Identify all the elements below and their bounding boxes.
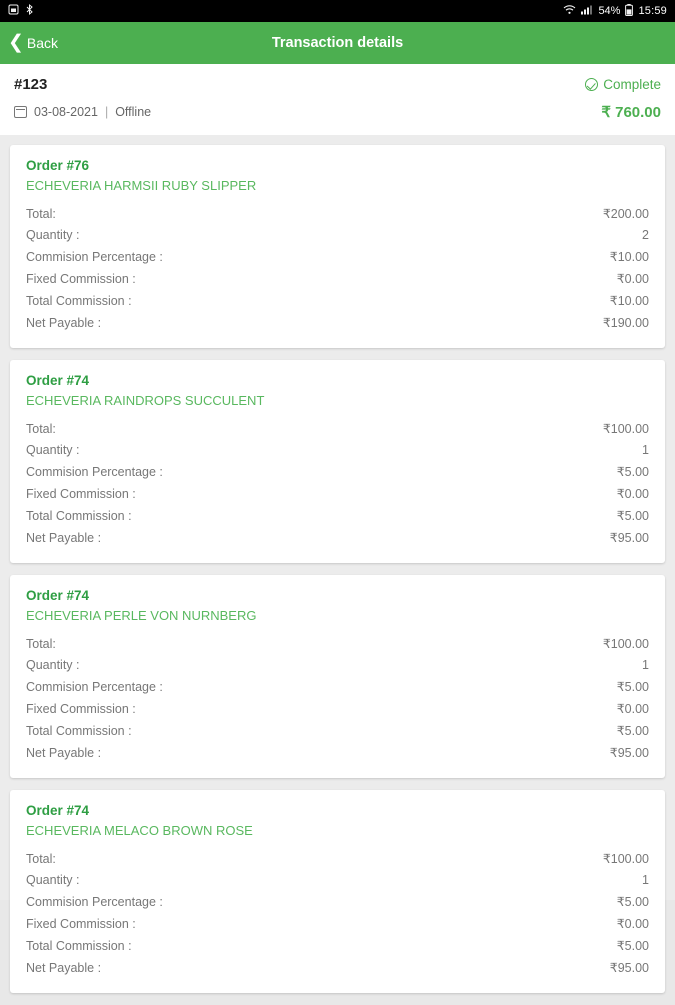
value-total: ₹100.00 bbox=[602, 421, 649, 436]
order-line-quantity bbox=[26, 869, 649, 890]
label-net-payable: Net Payable : bbox=[26, 315, 102, 330]
value-net-payable: ₹95.00 bbox=[609, 960, 649, 975]
meta-separator: | bbox=[104, 105, 109, 119]
order-number: Order #74 bbox=[26, 803, 90, 818]
label-total-commission: Total Commission : bbox=[26, 508, 132, 523]
value-net-payable: ₹95.00 bbox=[609, 530, 649, 545]
product-name: ECHEVERIA RAINDROPS SUCCULENT bbox=[26, 393, 265, 408]
order-line-fixed-commission bbox=[26, 912, 649, 934]
bluetooth-icon bbox=[25, 4, 34, 18]
label-commission-percentage: Commision Percentage : bbox=[26, 679, 163, 694]
battery-percent-label: 54% bbox=[598, 5, 621, 17]
status-bar bbox=[0, 0, 675, 22]
order-card[interactable] bbox=[10, 575, 665, 778]
label-net-payable: Net Payable : bbox=[26, 530, 102, 545]
order-line-quantity bbox=[26, 654, 649, 675]
label-total: Total: bbox=[26, 851, 56, 866]
label-quantity: Quantity : bbox=[26, 442, 80, 457]
product-name: ECHEVERIA HARMSII RUBY SLIPPER bbox=[26, 178, 257, 193]
order-line-total-commission bbox=[26, 289, 649, 311]
order-line-commission-percentage bbox=[26, 460, 649, 482]
product-name: ECHEVERIA PERLE VON NURNBERG bbox=[26, 608, 257, 623]
order-line-total-commission bbox=[26, 719, 649, 741]
label-quantity: Quantity : bbox=[26, 657, 80, 672]
clock-label: 15:59 bbox=[638, 5, 667, 17]
order-line-net-payable bbox=[26, 311, 649, 333]
value-total-commission: ₹5.00 bbox=[616, 938, 649, 953]
value-quantity: 1 bbox=[642, 442, 649, 457]
order-line-commission-percentage bbox=[26, 245, 649, 267]
back-button[interactable] bbox=[0, 22, 68, 64]
status-label: Complete bbox=[603, 77, 661, 92]
order-line-net-payable bbox=[26, 741, 649, 763]
label-fixed-commission: Fixed Commission : bbox=[26, 486, 136, 501]
calendar-icon bbox=[14, 106, 27, 118]
label-total: Total: bbox=[26, 421, 56, 436]
value-quantity: 2 bbox=[642, 227, 649, 242]
value-fixed-commission: ₹0.00 bbox=[616, 916, 649, 931]
order-line-total bbox=[26, 417, 649, 439]
status-bar-right bbox=[563, 4, 667, 19]
order-line-total-commission bbox=[26, 504, 649, 526]
value-total-commission: ₹5.00 bbox=[616, 723, 649, 738]
order-line-commission-percentage bbox=[26, 890, 649, 912]
battery-icon bbox=[625, 4, 633, 19]
page-title: Transaction details bbox=[271, 35, 404, 51]
value-commission-percentage: ₹5.00 bbox=[616, 894, 649, 909]
value-total: ₹200.00 bbox=[602, 206, 649, 221]
order-card[interactable] bbox=[10, 790, 665, 993]
value-quantity: 1 bbox=[642, 657, 649, 672]
value-commission-percentage: ₹5.00 bbox=[616, 679, 649, 694]
transaction-amount: ₹ 760.00 bbox=[601, 104, 661, 121]
summary-top-row bbox=[14, 76, 661, 93]
value-commission-percentage: ₹10.00 bbox=[609, 249, 649, 264]
order-line-total bbox=[26, 847, 649, 869]
transaction-id: #123 bbox=[14, 76, 48, 93]
sim-card-icon bbox=[8, 4, 19, 18]
label-fixed-commission: Fixed Commission : bbox=[26, 701, 136, 716]
order-list[interactable] bbox=[0, 135, 675, 1005]
value-net-payable: ₹190.00 bbox=[602, 315, 649, 330]
check-circle-icon bbox=[585, 78, 598, 91]
value-total: ₹100.00 bbox=[602, 636, 649, 651]
value-fixed-commission: ₹0.00 bbox=[616, 701, 649, 716]
transaction-meta bbox=[14, 105, 151, 119]
summary-bottom-row bbox=[14, 103, 661, 121]
order-line-total-commission bbox=[26, 934, 649, 956]
app-bar bbox=[0, 22, 675, 64]
back-button-label: Back bbox=[26, 35, 59, 51]
order-card[interactable] bbox=[10, 360, 665, 563]
signal-icon bbox=[581, 4, 593, 18]
value-net-payable: ₹95.00 bbox=[609, 745, 649, 760]
label-quantity: Quantity : bbox=[26, 227, 80, 242]
order-number: Order #74 bbox=[26, 588, 90, 603]
order-line-fixed-commission bbox=[26, 267, 649, 289]
order-card[interactable] bbox=[10, 145, 665, 348]
order-line-quantity bbox=[26, 224, 649, 245]
label-total: Total: bbox=[26, 636, 56, 651]
product-name: ECHEVERIA MELACO BROWN ROSE bbox=[26, 823, 253, 838]
order-line-fixed-commission bbox=[26, 697, 649, 719]
label-commission-percentage: Commision Percentage : bbox=[26, 894, 163, 909]
transaction-mode: Offline bbox=[115, 105, 152, 119]
label-net-payable: Net Payable : bbox=[26, 960, 102, 975]
value-total-commission: ₹10.00 bbox=[609, 293, 649, 308]
transaction-date: 03-08-2021 bbox=[34, 105, 98, 119]
order-line-net-payable bbox=[26, 956, 649, 978]
label-fixed-commission: Fixed Commission : bbox=[26, 271, 136, 286]
label-total-commission: Total Commission : bbox=[26, 723, 132, 738]
label-net-payable: Net Payable : bbox=[26, 745, 102, 760]
value-quantity: 1 bbox=[642, 872, 649, 887]
value-total-commission: ₹5.00 bbox=[616, 508, 649, 523]
value-fixed-commission: ₹0.00 bbox=[616, 271, 649, 286]
chevron-left-icon: ❮ bbox=[8, 31, 24, 53]
label-total: Total: bbox=[26, 206, 56, 221]
order-line-quantity bbox=[26, 439, 649, 460]
wifi-icon bbox=[563, 4, 576, 18]
value-commission-percentage: ₹5.00 bbox=[616, 464, 649, 479]
status-bar-left bbox=[8, 4, 34, 18]
order-line-total bbox=[26, 202, 649, 224]
transaction-summary bbox=[0, 64, 675, 135]
order-line-fixed-commission bbox=[26, 482, 649, 504]
order-number: Order #74 bbox=[26, 373, 90, 388]
label-commission-percentage: Commision Percentage : bbox=[26, 249, 163, 264]
order-line-commission-percentage bbox=[26, 675, 649, 697]
value-total: ₹100.00 bbox=[602, 851, 649, 866]
label-total-commission: Total Commission : bbox=[26, 293, 132, 308]
label-fixed-commission: Fixed Commission : bbox=[26, 916, 136, 931]
value-fixed-commission: ₹0.00 bbox=[616, 486, 649, 501]
label-total-commission: Total Commission : bbox=[26, 938, 132, 953]
order-number: Order #76 bbox=[26, 158, 90, 173]
order-line-net-payable bbox=[26, 526, 649, 548]
label-commission-percentage: Commision Percentage : bbox=[26, 464, 163, 479]
label-quantity: Quantity : bbox=[26, 872, 80, 887]
status-badge bbox=[585, 77, 661, 92]
order-line-total bbox=[26, 632, 649, 654]
